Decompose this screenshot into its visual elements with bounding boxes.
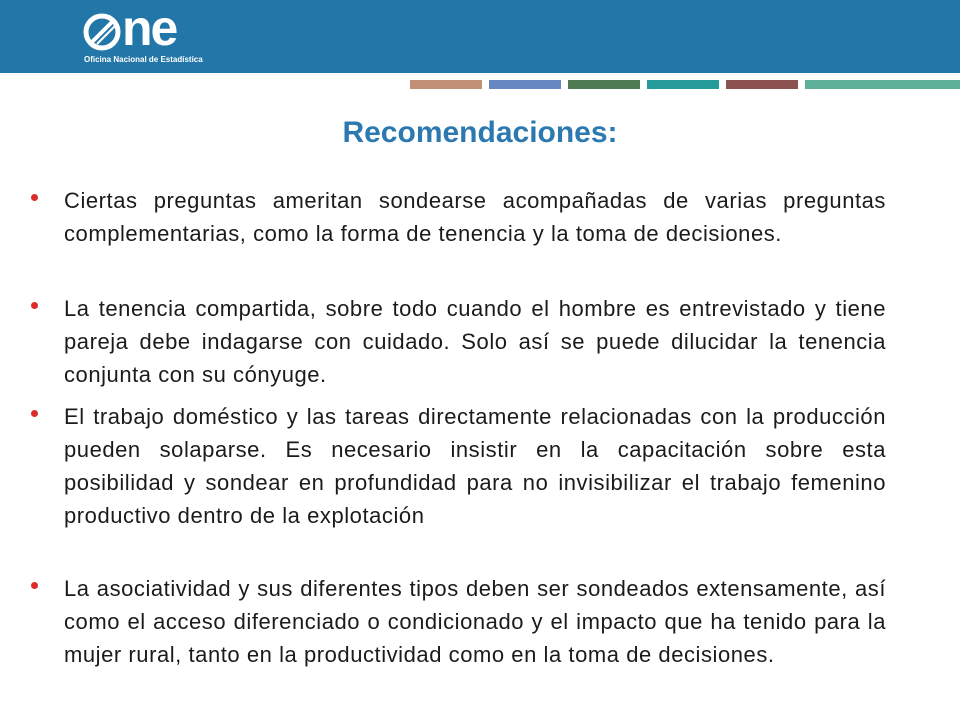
bullet-text: La tenencia compartida, sobre todo cuando el hombre es entrevistado y tiene pareja debe indagarse con cuidado. Solo así se puede dilucidar la tenencia conjunta con su cónyuge. <box>64 296 886 387</box>
bullet-dot-icon <box>31 302 38 309</box>
bullet-text: La asociatividad y sus diferentes tipos deben ser sondeados extensamente, así como el acceso diferenciado o condicionado y el impacto que ha tenido para la mujer rural, tanto en la productividad como en la toma de decisiones. <box>64 576 886 667</box>
bullet-dot-icon <box>31 194 38 201</box>
bullet-text: Ciertas preguntas ameritan sondearse acompañadas de varias preguntas complementarias, como la forma de tenencia y la toma de decisiones. <box>64 188 886 246</box>
bullet-dot-icon <box>31 410 38 417</box>
bullet-dot-icon <box>31 582 38 589</box>
bullet-text: El trabajo doméstico y las tareas directamente relacionadas con la producción pueden solaparse. Es necesario insistir en la capacitación sobre esta posibilidad y sondear en profundidad para no invisibilizar el trabajo femenino productivo dentro de la explotación <box>64 404 886 528</box>
logo-subtitle: Oficina Nacional de Estadística <box>84 55 203 64</box>
slide-title: Recomendaciones: <box>342 116 618 149</box>
logo-wordmark: ne <box>122 0 177 56</box>
